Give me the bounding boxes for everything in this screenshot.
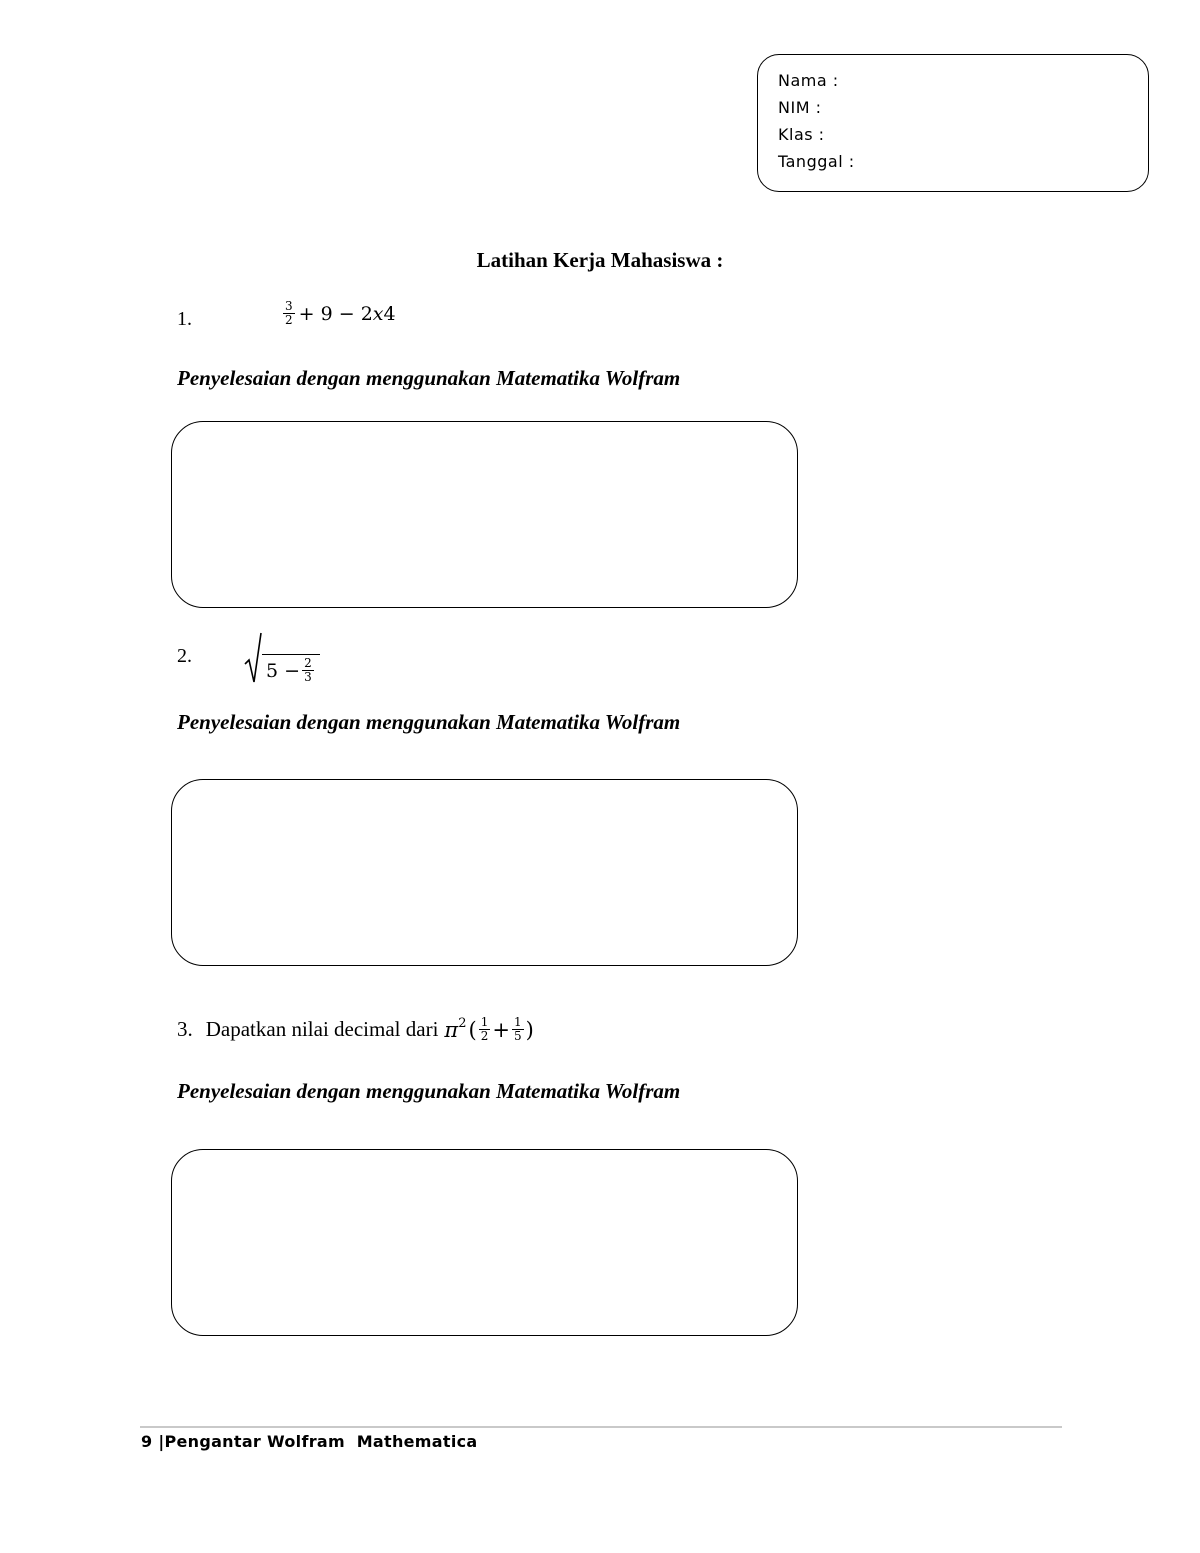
question-2-radicand-lead: 5 −	[266, 659, 301, 682]
question-3-fraction-2	[512, 1016, 524, 1043]
nim-field: NIM :	[778, 98, 822, 117]
solution-label-2: Penyelesaian dengan menggunakan Matematika Wolfram	[177, 710, 681, 734]
solution-label-3: Penyelesaian dengan menggunakan Matematika Wolfram	[177, 1079, 681, 1103]
klas-field: Klas :	[778, 125, 825, 144]
footer-separator: |	[158, 1432, 165, 1451]
student-info-box	[757, 54, 1149, 192]
answer-box-3[interactable]	[171, 1149, 798, 1336]
page-footer	[141, 1432, 478, 1451]
fraction-1-numerator: 1	[480, 1015, 489, 1029]
answer-box-1[interactable]	[171, 421, 798, 608]
question-2-number: 2.	[177, 645, 192, 667]
question-3-expression	[444, 1016, 533, 1043]
question-3-fraction-1	[479, 1016, 491, 1043]
pi-exponent: 2	[458, 1016, 467, 1031]
pi-symbol: π	[444, 1017, 459, 1042]
question-2-frac-numerator: 2	[304, 656, 312, 670]
nama-field: Nama :	[778, 71, 839, 90]
book-title: Pengantar Wolfram Mathematica	[164, 1432, 478, 1451]
question-3	[177, 1016, 534, 1043]
question-1-number: 1.	[177, 308, 192, 330]
question-1-expression	[281, 300, 396, 327]
footer-divider	[140, 1426, 1062, 1428]
question-3-text: Dapatkan nilai decimal dari	[205, 1017, 439, 1041]
question-2-radicand	[262, 654, 320, 684]
radical-sign-icon	[244, 632, 262, 684]
page-number: 9	[141, 1432, 153, 1451]
question-1-expr-rest: + 9 − 2𝑥4	[298, 302, 396, 325]
question-1-frac-denominator: 2	[285, 313, 293, 327]
fraction-2-denominator: 5	[513, 1029, 522, 1043]
square-root	[244, 632, 320, 684]
open-paren: (	[468, 1017, 477, 1042]
answer-box-2[interactable]	[171, 779, 798, 966]
question-2-fraction	[302, 657, 314, 684]
solution-label-1: Penyelesaian dengan menggunakan Matematika Wolfram	[177, 366, 681, 390]
page-title: Latihan Kerja Mahasiswa :	[476, 248, 724, 272]
fraction-2-numerator: 1	[513, 1015, 522, 1029]
tanggal-field: Tanggal :	[778, 152, 855, 171]
plus-sign: +	[492, 1017, 510, 1042]
question-2-frac-denominator: 3	[304, 670, 312, 684]
question-2-expression	[244, 632, 320, 689]
question-3-number: 3.	[177, 1017, 193, 1041]
close-paren: )	[525, 1017, 534, 1042]
fraction-1-denominator: 2	[480, 1029, 489, 1043]
question-1-frac-numerator: 3	[285, 299, 293, 313]
question-1-fraction	[283, 300, 295, 327]
